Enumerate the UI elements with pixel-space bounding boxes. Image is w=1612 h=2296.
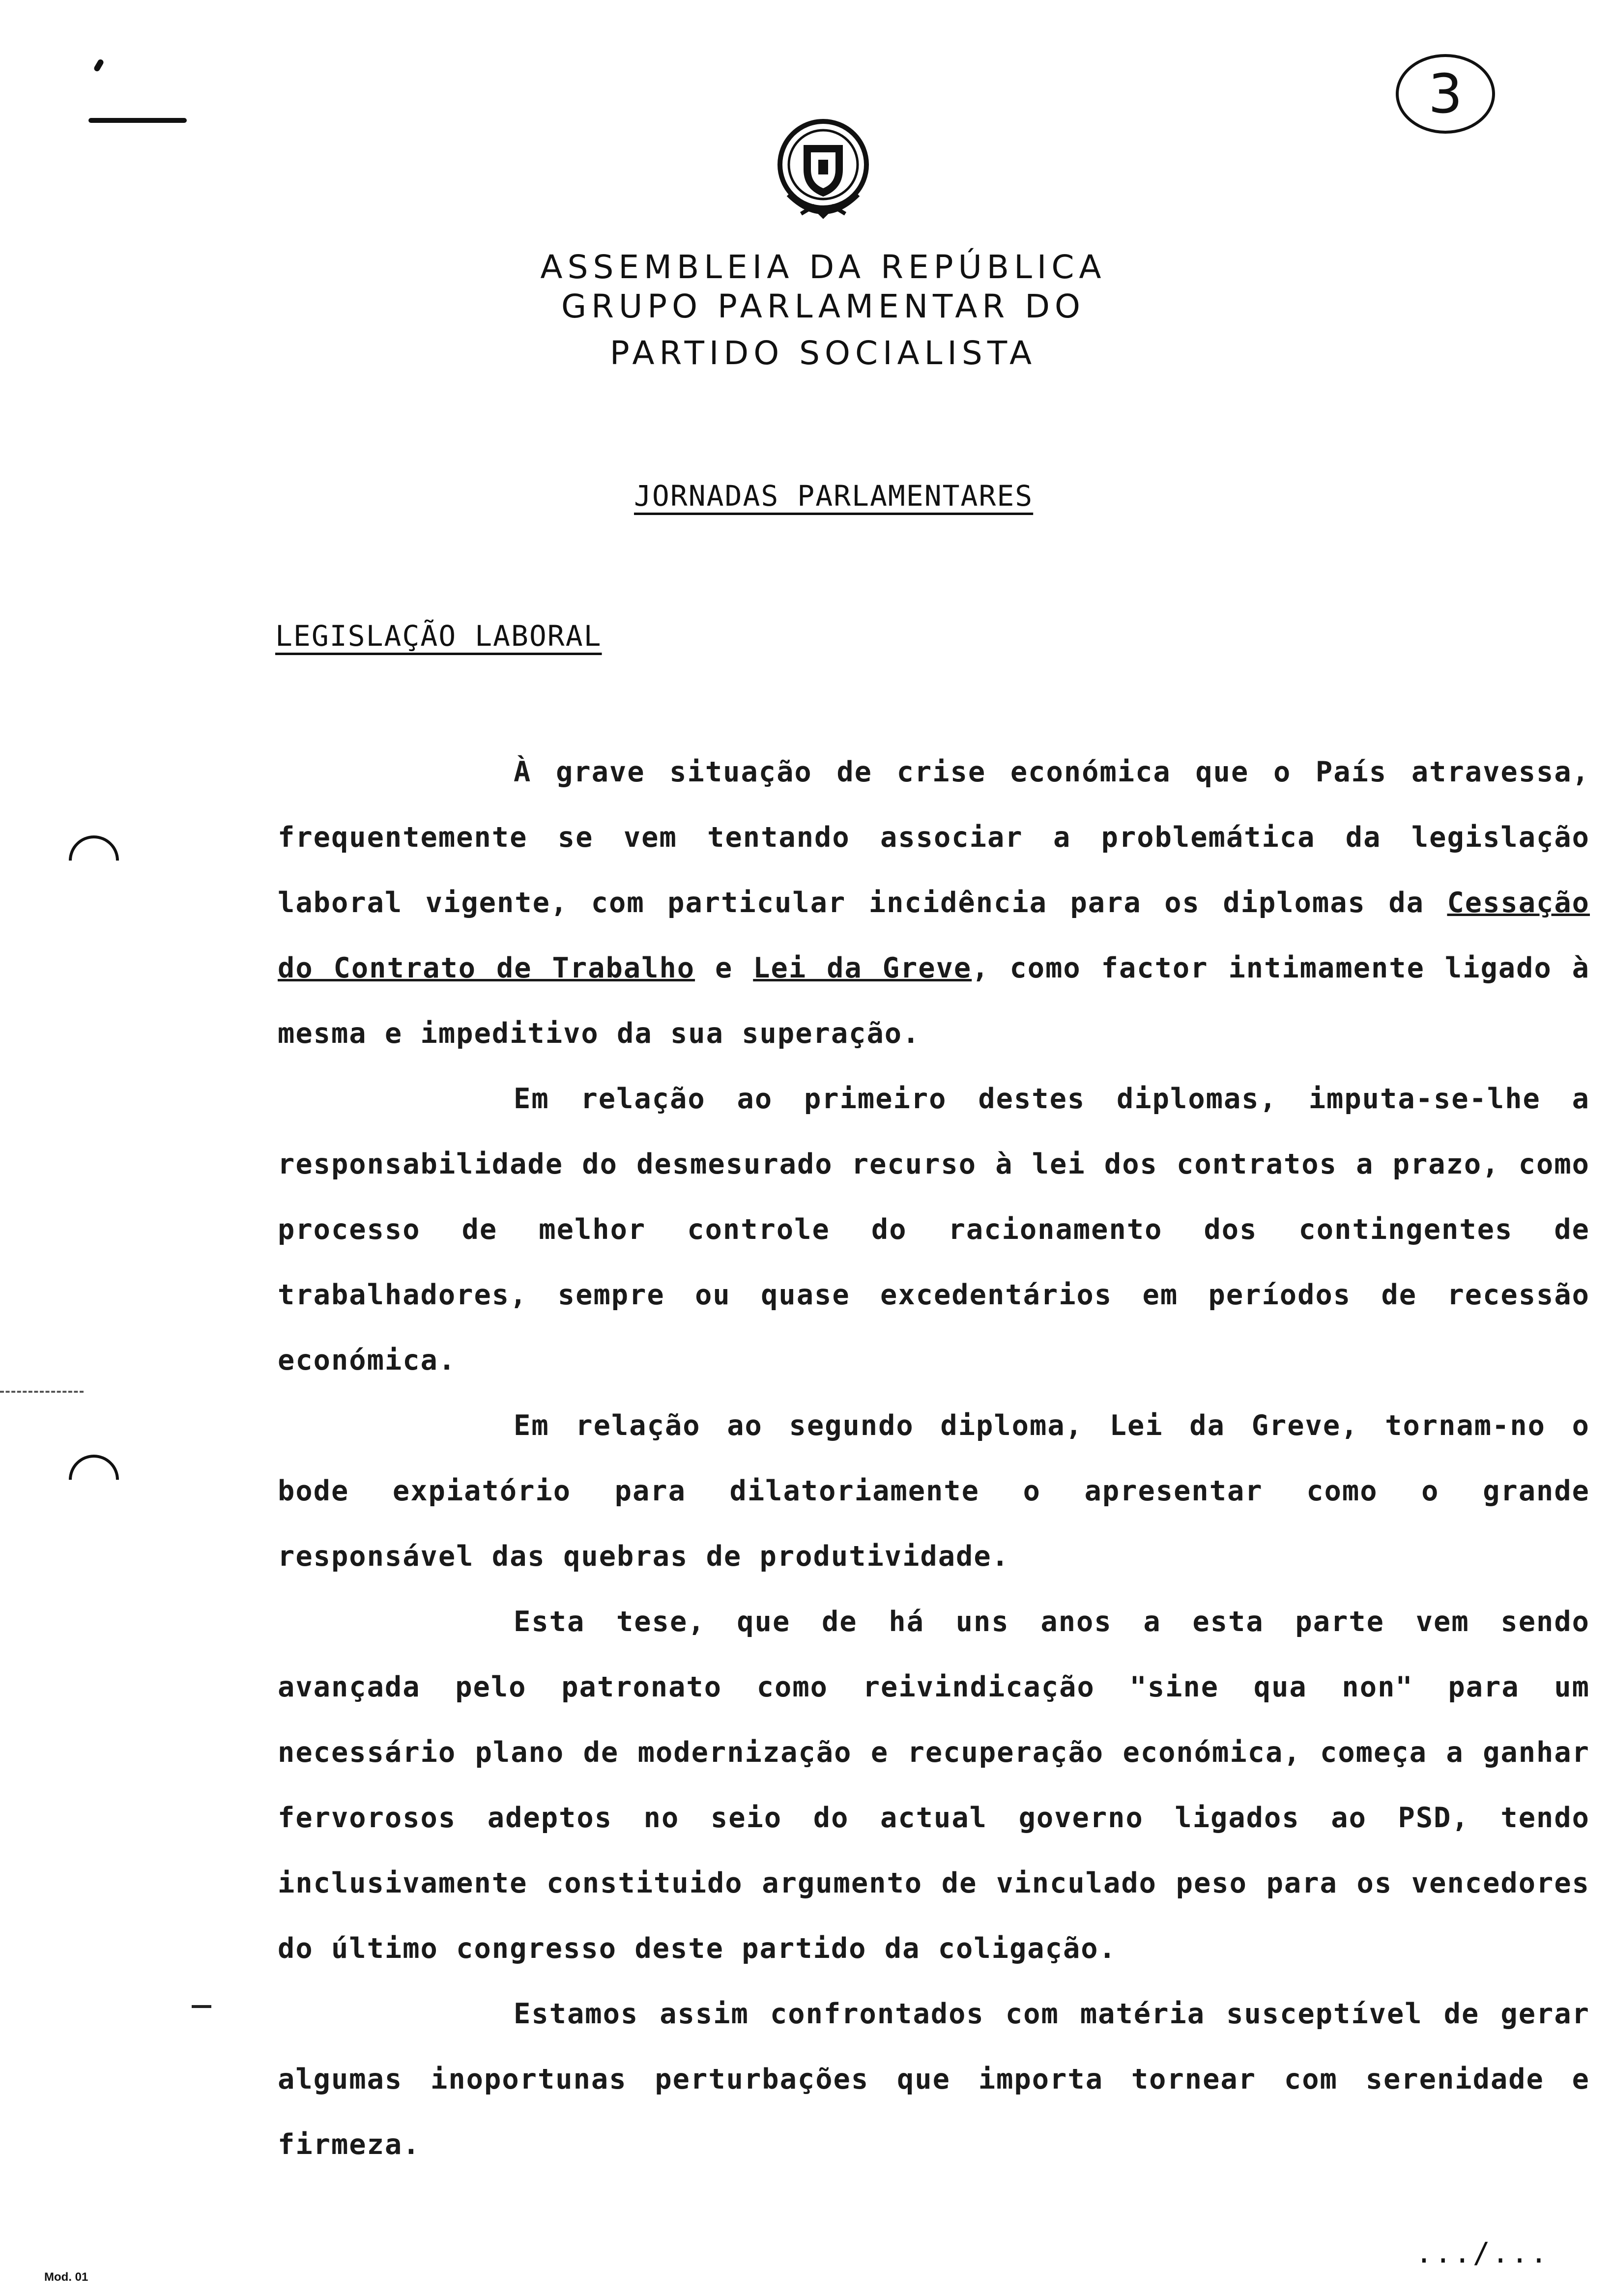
margin-mark <box>0 1391 84 1395</box>
form-code: Mod. 01 <box>44 2270 88 2284</box>
margin-mark <box>192 2005 211 2008</box>
letterhead-institution: ASSEMBLEIA DA REPÚBLICA <box>540 248 1106 286</box>
margin-mark <box>93 58 104 73</box>
section-heading: LEGISLAÇÃO LABORAL <box>275 619 602 653</box>
text-run: À grave situação de crise económica que o País atravessa, frequentemente se vem tentando associar a problemática da legislação laboral vigente, com particular incidência para os diplomas da <box>278 756 1590 919</box>
document-title: JORNADAS PARLAMENTARES <box>634 479 1034 513</box>
document-body <box>278 740 1590 2178</box>
punch-hole-mark <box>58 1444 129 1515</box>
underlined-term: Cessação do Contrato de Trabalho <box>278 887 1590 984</box>
underlined-term: Lei da Greve <box>753 952 972 984</box>
text-run: , como factor intimamente ligado à mesma e impeditivo da sua superação. <box>278 952 1590 1050</box>
letterhead-party: PARTIDO SOCIALISTA <box>609 334 1037 372</box>
paragraph-5: Estamos assim confrontados com matéria susceptível de gerar algumas inoportunas perturbações que importa tornear com serenidade e firmeza. <box>278 1998 1590 2161</box>
page-number-marker: 3 <box>1396 54 1495 134</box>
margin-mark <box>88 118 187 123</box>
text-run: e <box>695 952 753 984</box>
paragraph-2: Em relação ao primeiro destes diplomas, imputa-se-lhe a responsabilidade do desmesurado recurso à lei dos contratos a prazo, como processo de melhor controle do racionamento dos contingentes de trabalhadores, sempre ou quase excedentários em períodos de recessão económica. <box>278 1083 1590 1377</box>
paragraph-4: Esta tese, que de há uns anos a esta parte vem sendo avançada pelo patronato como reivindicação "sine qua non" para um necessário plano de modernização e recuperação económica, começa a ganhar fervorosos adeptos no seio do actual governo ligados ao PSD, tendo inclusivamente constituido argumento de vinculado peso para os vencedores do último congresso deste partido da coligação. <box>278 1606 1590 1965</box>
continuation-mark: .../... <box>1415 2236 1550 2269</box>
paragraph-3: Em relação ao segundo diploma, Lei da Greve, tornam-no o bode expiatório para dilatoriamente o apresentar como o grande responsável das quebras de produtividade. <box>278 1409 1590 1573</box>
coat-of-arms-icon <box>774 115 872 229</box>
punch-hole-mark <box>58 825 129 896</box>
letterhead-group: GRUPO PARLAMENTAR DO <box>561 287 1086 325</box>
paragraph-1 <box>278 740 1590 1066</box>
